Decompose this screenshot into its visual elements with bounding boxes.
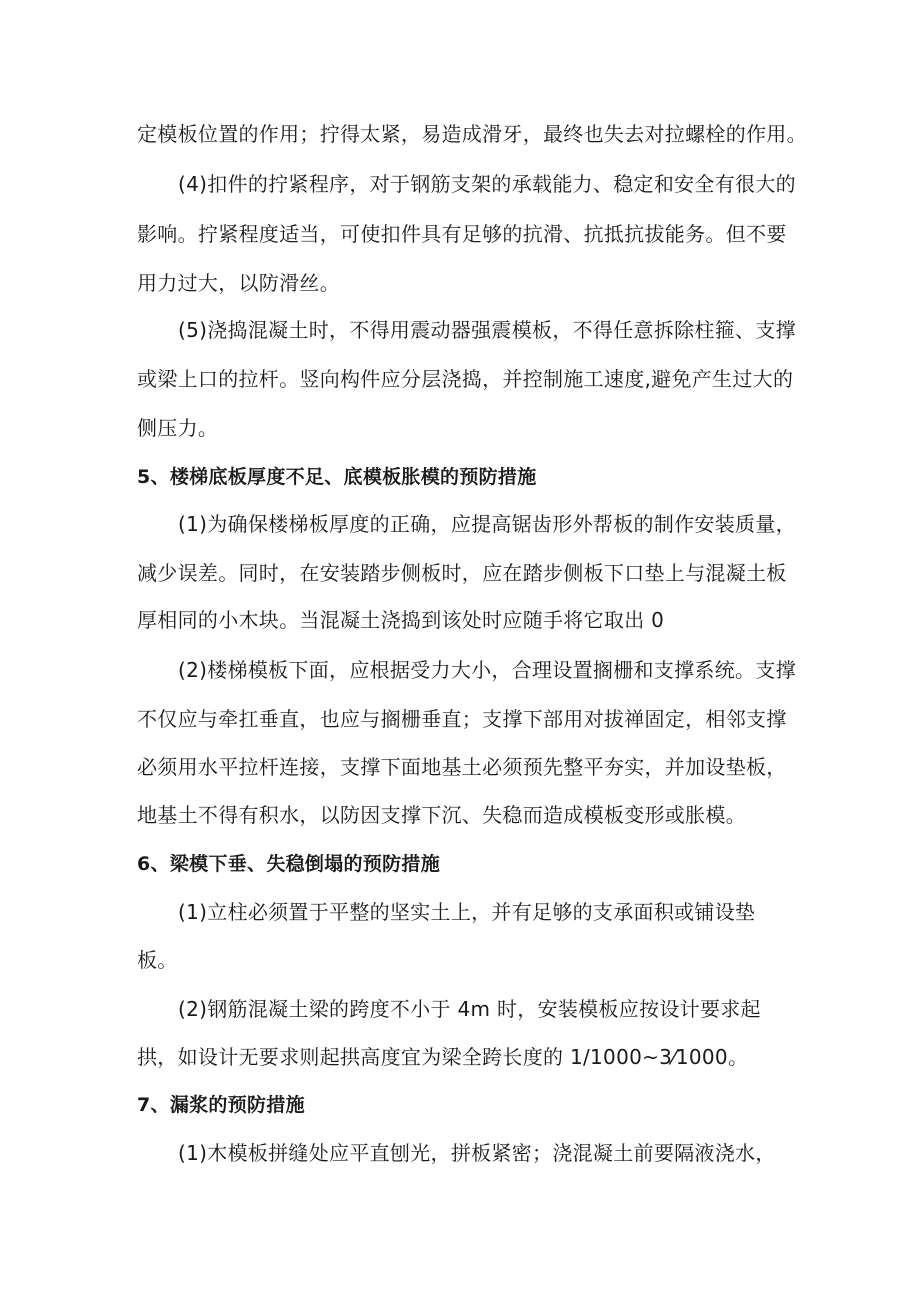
paragraph-line: (4)扣件的拧紧程序，对于钢筋支架的承载能力、稳定和安全有很大的 (178, 172, 796, 196)
paragraph-line: 用力过大，以防滑丝。 (137, 271, 340, 295)
paragraph-line: 地基土不得有积水，以防因支撑下沉、失稳而造成模板变形或胀模。 (137, 803, 746, 827)
section-heading: 6、梁模下垂、失稳倒塌的预防措施 (137, 853, 441, 875)
paragraph-line: 减少误差。同时，在安装踏步侧板时，应在踏步侧板下口垫上与混凝土板 (137, 561, 787, 585)
paragraph-line: (1)为确保楼梯板厚度的正确，应提高锯齿形外帮板的制作安装质量， (178, 512, 796, 536)
section-heading: 5、楼梯底板厚度不足、底模板胀模的预防措施 (137, 466, 537, 488)
paragraph-line: 或梁上口的拉杆。竖向构件应分层浇捣，并控制施工速度,避免产生过大的 (137, 367, 794, 391)
paragraph-line: (1)立柱必须置于平整的坚实土上，并有足够的支承面积或铺设垫 (178, 900, 756, 924)
paragraph-line: 必须用水平拉杆连接，支撑下面地基土必须预先整平夯实，并加设垫板， (137, 755, 787, 779)
paragraph-line: 定模板位置的作用；拧得太紧，易造成滑牙，最终也失去对拉螺栓的作用。 (137, 122, 807, 146)
section-heading: 7、漏浆的预防措施 (137, 1094, 305, 1116)
paragraph-line: 厚相同的小木块。当混凝土浇捣到该处时应随手将它取出 0 (137, 608, 665, 632)
paragraph-line: 拱，如设计无要求则起拱高度宜为梁全跨长度的 1/1000~3⁄1000。 (137, 1045, 749, 1069)
paragraph-line: (2)钢筋混凝土梁的跨度不小于 4m 时，安装模板应按设计要求起 (178, 997, 761, 1021)
paragraph-line: (2)楼梯模板下面，应根据受力大小，合理设置搁栅和支撑系统。支撑 (178, 658, 796, 682)
paragraph-line: 不仅应与牵扛垂直，也应与搁栅垂直；支撑下部用对拔禅固定，相邻支撑 (137, 707, 787, 731)
paragraph-line: 侧压力。 (137, 416, 219, 440)
paragraph-line: (5)浇捣混凝土时，不得用震动器强震模板，不得任意拆除柱箍、支撑 (178, 318, 796, 342)
paragraph-line: (1)木模板拼缝处应平直刨光，拼板紧密；浇混凝土前要隔液浇水， (178, 1141, 776, 1165)
paragraph-line: 影响。拧紧程度适当，可使扣件具有足够的抗滑、抗抵抗拔能务。但不要 (137, 222, 787, 246)
paragraph-line: 板。 (137, 948, 178, 972)
